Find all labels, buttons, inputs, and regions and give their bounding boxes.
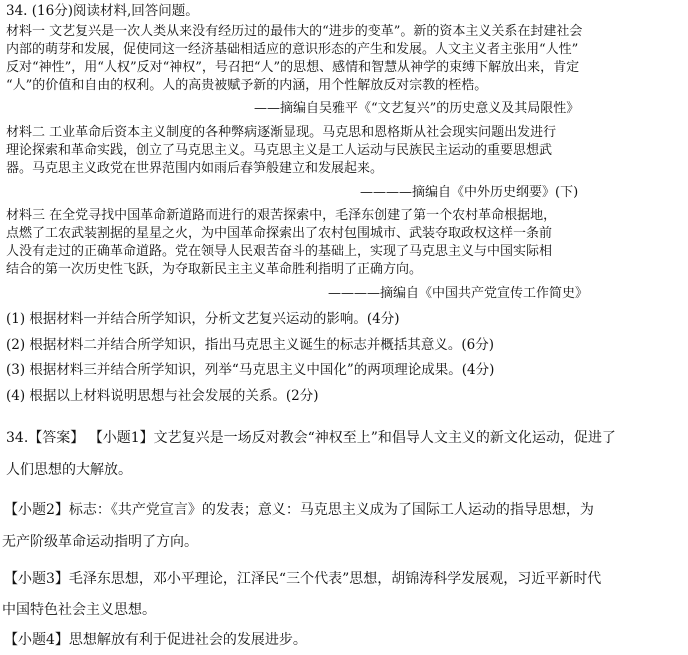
material3-line: 人没有走过的正确革命道路。党在领导人民艰苦奋斗的基础上，实现了马克思主义与中国实际相 [6,244,553,259]
answer-line: 【小题3】毛泽东思想，邓小平理论，江泽民“三个代表”思想，胡锦涛科学发展观，习近平新时代 [4,571,602,587]
material3-source: ————摘编自《中国共产党宣传工作简史》 [328,286,589,301]
sub-question: (4) 根据以上材料说明思想与社会发展的关系。(2分) [6,388,319,404]
material1-line: “人”的价值和自由的权利。人的高贵被赋予新的内涵，用个性解放反对宗教的桎梏。 [6,78,488,93]
answer-line: 无产阶级革命运动指明了方向。 [2,534,198,550]
question-header: 34. (16分)阅读材料,回答问题。 [6,3,199,19]
answer-line: 【小题4】思想解放有利于促进社会的发展进步。 [4,632,307,648]
sub-question: (1) 根据材料一并结合所学知识，分析文艺复兴运动的影响。(4分) [6,311,400,327]
material2-line: 器。马克思主义政党在世界范围内如雨后春笋般建立和发展起来。 [6,161,384,176]
material3-line: 点燃了工农武装割据的星星之火，为中国革命探索出了农村包围城市、武装夺取政权这样一条前 [6,226,553,241]
answer-line: 34.【答案】 【小题1】文艺复兴是一场反对教会“神权至上”和倡导人文主义的新文化运动，促进了 [6,430,616,446]
material3-line: 材料三 在全党寻找中国革命新道路而进行的艰苦探索中，毛泽东创建了第一个农村革命根据地， [6,208,557,223]
answer-line: 人们思想的大解放。 [6,462,132,478]
answer-line: 中国特色社会主义思想。 [2,602,156,618]
material2-source: ————摘编自《中外历史纲要》(下) [360,185,579,200]
material2-line: 理论探索和革命实践，创立了马克思主义。马克思主义是工人运动与民族民主运动的重要思想武 [6,143,553,158]
material3-line: 结合的第一次历史性飞跃，为夺取新民主主义革命胜利指明了正确方向。 [6,262,423,277]
answer-line: 【小题2】标志：《共产党宣言》的发表；意义：马克思主义成为了国际工人运动的指导思想，为 [4,502,594,518]
material1-line: 材料一 文艺复兴是一次人类从来没有经历过的最伟大的“进步的变革”。新的资本主义关系在封建社会 [6,24,583,39]
material2-line: 材料二 工业革命后资本主义制度的各种弊病逐渐显现。马克思和恩格斯从社会现实问题出发进行 [6,125,557,140]
sub-question: (3) 根据材料三并结合所学知识，列举“马克思主义中国化”的两项理论成果。(4分) [6,362,495,378]
material1-source: ——摘编自吴雅平《“文艺复兴”的历史意义及其局限性》 [254,101,580,116]
material1-line: 反对“神性”，用“人权”反对“神权”，号召把“人”的思想、感情和智慧从神学的束缚下解放出来，肯定 [6,60,580,75]
sub-question: (2) 根据材料二并结合所学知识，指出马克思主义诞生的标志并概括其意义。(6分) [6,337,495,353]
material1-line: 内部的萌芽和发展，促使同这一经济基础相适应的意识形态的产生和发展。人文主义者主张用“人性” [6,42,579,57]
